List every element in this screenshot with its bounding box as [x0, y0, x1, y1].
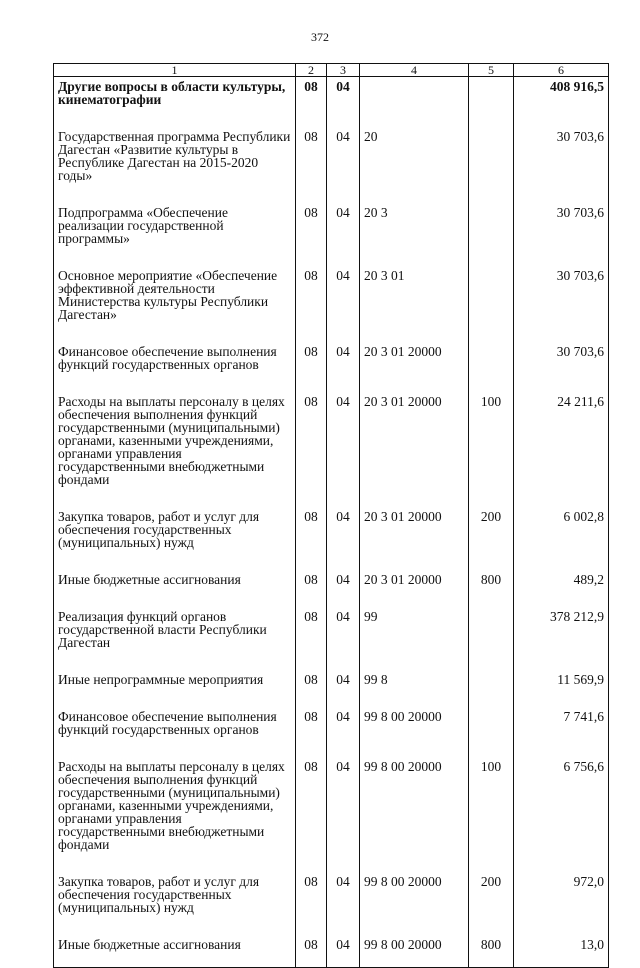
table-row — [54, 760, 609, 875]
table-row — [54, 77, 609, 131]
row-name: Иные бюджетные ассигнования — [54, 938, 296, 968]
row-subsection-code: 04 — [327, 395, 360, 510]
table-row — [54, 938, 609, 968]
row-name: Подпрограмма «Обеспечение реализации государственной программы» — [54, 206, 296, 269]
row-name: Основное мероприятие «Обеспечение эффективной деятельности Министерства культуры Республики Дагестан» — [54, 269, 296, 345]
row-name: Расходы на выплаты персоналу в целях обеспечения выполнения функций государственными (муниципальными) органами, казенными учреждениями, органами управления государственными внебюджетными фондами — [54, 395, 296, 510]
row-amount: 30 703,6 — [514, 269, 609, 345]
row-target-article-code: 20 3 01 20000 — [360, 573, 469, 610]
row-expense-type-code: 800 — [469, 938, 514, 968]
row-amount: 489,2 — [514, 573, 609, 610]
row-amount: 30 703,6 — [514, 130, 609, 206]
table-header — [54, 64, 609, 77]
row-section-code: 08 — [296, 610, 327, 673]
row-subsection-code: 04 — [327, 673, 360, 710]
table-row — [54, 130, 609, 206]
row-subsection-code: 04 — [327, 710, 360, 760]
row-expense-type-code: 100 — [469, 395, 514, 510]
row-section-code: 08 — [296, 77, 327, 131]
row-target-article-code: 99 8 — [360, 673, 469, 710]
row-expense-type-code — [469, 269, 514, 345]
row-amount: 6 002,8 — [514, 510, 609, 573]
row-name: Закупка товаров, работ и услуг для обеспечения государственных (муниципальных) нужд — [54, 875, 296, 938]
row-subsection-code: 04 — [327, 206, 360, 269]
row-expense-type-code: 800 — [469, 573, 514, 610]
row-section-code: 08 — [296, 206, 327, 269]
row-amount: 30 703,6 — [514, 345, 609, 395]
row-target-article-code: 20 3 — [360, 206, 469, 269]
row-expense-type-code — [469, 710, 514, 760]
row-section-code: 08 — [296, 938, 327, 968]
column-header-6: 6 — [514, 64, 609, 77]
row-section-code: 08 — [296, 395, 327, 510]
row-name: Финансовое обеспечение выполнения функций государственных органов — [54, 710, 296, 760]
table-row — [54, 345, 609, 395]
table-row — [54, 206, 609, 269]
row-amount: 30 703,6 — [514, 206, 609, 269]
row-name: Реализация функций органов государственной власти Республики Дагестан — [54, 610, 296, 673]
row-subsection-code: 04 — [327, 510, 360, 573]
table-row — [54, 395, 609, 510]
row-name: Иные непрограммные мероприятия — [54, 673, 296, 710]
row-expense-type-code — [469, 610, 514, 673]
row-subsection-code: 04 — [327, 610, 360, 673]
row-target-article-code: 20 3 01 20000 — [360, 395, 469, 510]
row-expense-type-code — [469, 673, 514, 710]
row-section-code: 08 — [296, 510, 327, 573]
row-amount: 408 916,5 — [514, 77, 609, 131]
column-header-3: 3 — [327, 64, 360, 77]
page-number: 372 — [311, 30, 329, 44]
row-amount: 7 741,6 — [514, 710, 609, 760]
row-target-article-code: 20 3 01 20000 — [360, 345, 469, 395]
row-expense-type-code — [469, 345, 514, 395]
row-subsection-code: 04 — [327, 938, 360, 968]
table-body — [54, 77, 609, 968]
row-expense-type-code — [469, 130, 514, 206]
row-subsection-code: 04 — [327, 573, 360, 610]
row-amount: 378 212,9 — [514, 610, 609, 673]
row-amount: 6 756,6 — [514, 760, 609, 875]
row-target-article-code: 99 8 00 20000 — [360, 938, 469, 968]
row-expense-type-code — [469, 77, 514, 131]
row-subsection-code: 04 — [327, 345, 360, 395]
row-target-article-code: 99 — [360, 610, 469, 673]
row-name: Иные бюджетные ассигнования — [54, 573, 296, 610]
row-name: Расходы на выплаты персоналу в целях обеспечения выполнения функций государственными (муниципальными) органами, казенными учреждениями, органами управления государственными внебюджетными фондами — [54, 760, 296, 875]
column-header-1: 1 — [54, 64, 296, 77]
header-row — [54, 64, 609, 77]
row-section-code: 08 — [296, 710, 327, 760]
table-row — [54, 710, 609, 760]
row-subsection-code: 04 — [327, 269, 360, 345]
table-row — [54, 573, 609, 610]
row-section-code: 08 — [296, 345, 327, 395]
row-target-article-code: 99 8 00 20000 — [360, 710, 469, 760]
row-subsection-code: 04 — [327, 760, 360, 875]
row-section-code: 08 — [296, 269, 327, 345]
row-name: Другие вопросы в области культуры, кинематографии — [54, 77, 296, 131]
row-subsection-code: 04 — [327, 77, 360, 131]
table-row — [54, 269, 609, 345]
row-target-article-code: 99 8 00 20000 — [360, 760, 469, 875]
row-expense-type-code: 200 — [469, 875, 514, 938]
column-header-4: 4 — [360, 64, 469, 77]
row-amount: 13,0 — [514, 938, 609, 968]
row-amount: 11 569,9 — [514, 673, 609, 710]
row-subsection-code: 04 — [327, 875, 360, 938]
row-expense-type-code: 200 — [469, 510, 514, 573]
budget-table — [53, 63, 609, 968]
row-target-article-code: 20 — [360, 130, 469, 206]
row-section-code: 08 — [296, 760, 327, 875]
row-expense-type-code — [469, 206, 514, 269]
row-target-article-code: 20 3 01 — [360, 269, 469, 345]
row-amount: 24 211,6 — [514, 395, 609, 510]
row-name: Финансовое обеспечение выполнения функций государственных органов — [54, 345, 296, 395]
row-target-article-code: 20 3 01 20000 — [360, 510, 469, 573]
table-row — [54, 673, 609, 710]
row-subsection-code: 04 — [327, 130, 360, 206]
row-target-article-code — [360, 77, 469, 131]
column-header-5: 5 — [469, 64, 514, 77]
table-row — [54, 875, 609, 938]
row-amount: 972,0 — [514, 875, 609, 938]
row-section-code: 08 — [296, 573, 327, 610]
row-name: Государственная программа Республики Дагестан «Развитие культуры в Республике Дагестан на 2015-2020 годы» — [54, 130, 296, 206]
row-name: Закупка товаров, работ и услуг для обеспечения государственных (муниципальных) нужд — [54, 510, 296, 573]
row-section-code: 08 — [296, 673, 327, 710]
row-section-code: 08 — [296, 130, 327, 206]
row-section-code: 08 — [296, 875, 327, 938]
column-header-2: 2 — [296, 64, 327, 77]
row-target-article-code: 99 8 00 20000 — [360, 875, 469, 938]
row-expense-type-code: 100 — [469, 760, 514, 875]
table-row — [54, 610, 609, 673]
table-row — [54, 510, 609, 573]
